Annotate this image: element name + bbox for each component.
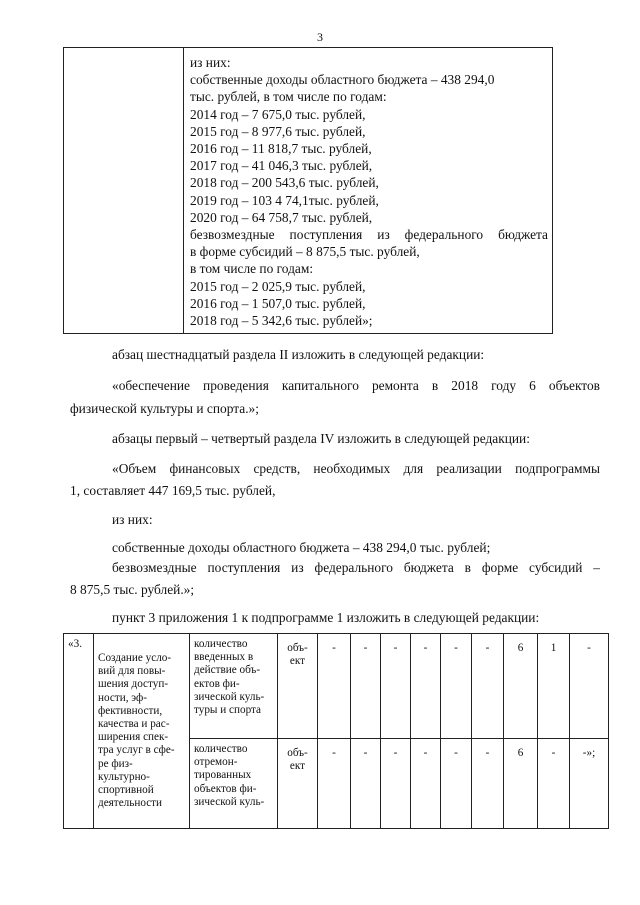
value-cell: 6 — [504, 739, 538, 829]
paragraph-appendix-intro: пункт 3 приложения 1 к подпрограмме 1 изложить в следующей редакции: — [112, 610, 540, 625]
funding-line: 2016 год – 1 507,0 тыс. рублей, — [190, 295, 366, 311]
paragraph-repair-line1: «обеспечение проведения капитального ремонта в 2018 году 6 объектов — [112, 378, 600, 393]
indicators-table — [63, 633, 609, 829]
funding-line: 2018 год – 5 342,6 тыс. рублей»; — [190, 313, 373, 329]
funding-line: 2019 год – 103 4 74,1тыс. рублей, — [190, 192, 379, 208]
funding-line: в форме субсидий – 8 875,5 тыс. рублей, — [190, 244, 420, 260]
value-cell: - — [411, 634, 441, 739]
value-cell: - — [441, 634, 472, 739]
value-cell: 6 — [504, 634, 538, 739]
measure-text: Создание усло- вий для повы- шения доступ- ности, эф- фективности, качества и рас- ширения спек- тра услуг в сфе- ре физ- культурно- спортивной деятельности — [98, 652, 175, 810]
funding-line: собственные доходы областного бюджета – 438 294,0 — [190, 72, 495, 88]
funding-line: из них: — [190, 55, 231, 70]
paragraph-volume-line1: «Объем финансовых средств, необходимых для реализации подпрограммы — [112, 461, 600, 476]
unit-cell — [278, 739, 318, 829]
value-cell: - — [351, 739, 381, 829]
funding-line: 2015 год – 2 025,9 тыс. рублей, — [190, 278, 366, 294]
indicator-text: количество отремон- тированных объектов фи- зической куль- — [194, 743, 265, 808]
indicator-cell — [190, 739, 278, 829]
funding-line: тыс. рублей, в том числе по годам: — [190, 89, 387, 105]
funding-line: безвозмездные поступления из федерального бюджета — [190, 227, 548, 243]
funding-table-text-cell — [184, 48, 553, 334]
value-cell: - — [411, 739, 441, 829]
funding-line: в том числе по годам: — [190, 261, 314, 277]
value-cell: -»; — [570, 739, 609, 829]
funding-line: 2018 год – 200 543,6 тыс. рублей, — [190, 175, 379, 191]
funding-line: 2020 год – 64 758,7 тыс. рублей, — [190, 209, 373, 225]
indicator-cell — [190, 634, 278, 739]
value-cell: - — [318, 739, 351, 829]
measure-cell — [94, 634, 190, 829]
indicator-text: количество введенных в действие объ- ектов фи- зической куль- туры и спорта — [194, 638, 265, 717]
value-cell: - — [570, 634, 609, 739]
paragraph-own-revenue: собственные доходы областного бюджета – 438 294,0 тыс. рублей; — [112, 540, 491, 555]
value-cell: - — [381, 739, 411, 829]
funding-line: 2014 год – 7 675,0 тыс. рублей, — [190, 106, 366, 122]
row-number: «3. — [68, 638, 82, 650]
funding-line: 2017 год – 41 046,3 тыс. рублей, — [190, 158, 373, 174]
value-cell: - — [472, 739, 504, 829]
value-cell: - — [441, 739, 472, 829]
value-cell: - — [538, 739, 570, 829]
funding-line: 2015 год – 8 977,6 тыс. рублей, — [190, 123, 366, 139]
paragraph-federal-line2: 8 875,5 тыс. рублей.»; — [70, 582, 195, 597]
paragraph-federal-line1: безвозмездные поступления из федерального бюджета в форме субсидий – — [112, 560, 600, 575]
unit-text: объ- ект — [287, 747, 308, 773]
row-number-cell — [64, 634, 94, 829]
paragraph-section2-intro: абзац шестнадцатый раздела II изложить в следующей редакции: — [112, 347, 485, 362]
paragraph-repair-line2: физической культуры и спорта.»; — [70, 401, 259, 416]
value-cell: - — [351, 634, 381, 739]
unit-text: объ- ект — [287, 642, 308, 668]
paragraph-of-them: из них: — [112, 512, 153, 527]
unit-cell — [278, 634, 318, 739]
funding-table — [63, 47, 553, 334]
page-number: 3 — [317, 30, 323, 44]
value-cell: - — [472, 634, 504, 739]
funding-table-empty-cell — [64, 48, 184, 334]
value-cell: - — [381, 634, 411, 739]
paragraph-section4-intro: абзацы первый – четвертый раздела IV изложить в следующей редакции: — [112, 431, 530, 446]
value-cell: 1 — [538, 634, 570, 739]
paragraph-volume-line2: 1, составляет 447 169,5 тыс. рублей, — [70, 483, 276, 498]
value-cell: - — [318, 634, 351, 739]
funding-line: 2016 год – 11 818,7 тыс. рублей, — [190, 141, 372, 157]
